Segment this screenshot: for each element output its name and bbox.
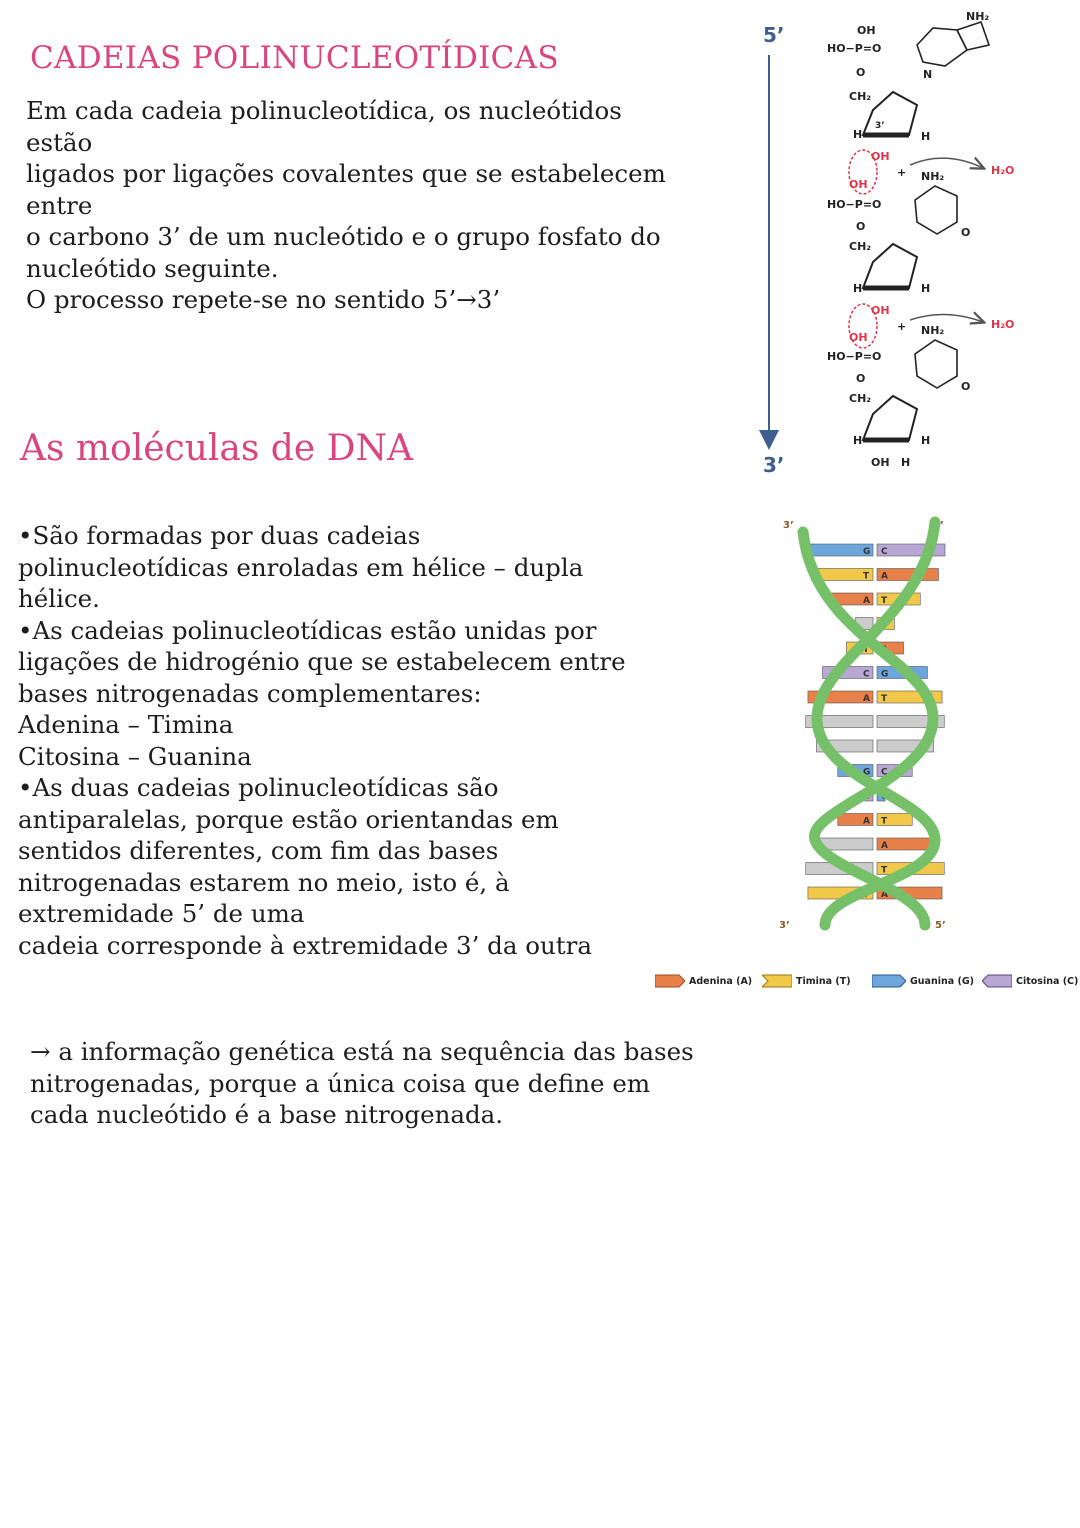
svg-text:OH: OH [871,304,890,317]
svg-text:H₂O: H₂O [991,318,1015,331]
svg-text:NH₂: NH₂ [921,170,945,183]
legend-thymine: Timina (T) [762,972,851,990]
svg-text:N: N [923,68,933,81]
svg-text:NH₂: NH₂ [966,10,990,23]
base-letter-right: G [881,792,889,802]
svg-text:NH₂: NH₂ [921,324,945,337]
base-letter-right: T [881,865,888,876]
base-letter-right: G [881,669,889,680]
svg-text:+: + [897,320,907,333]
svg-text:+: + [897,166,907,179]
base-letter-left: T [863,645,870,655]
svg-text:CH₂: CH₂ [849,392,872,405]
base-letter-right: T [881,694,888,704]
helix-label-bottom-left: 3’ [779,920,790,931]
section-title-dna: As moléculas de DNA [20,428,413,469]
nucleotide-3 [827,324,970,469]
svg-text:O: O [856,372,866,385]
svg-text:H: H [901,456,911,469]
base-letter-left: C [863,669,870,680]
svg-text:OH: OH [849,178,868,191]
svg-text:H: H [853,434,863,447]
nucleotide-1 [827,10,989,143]
base-letter-left: A [863,596,870,606]
legend-cytosine: Citosina (C) [982,972,1078,990]
svg-text:OH: OH [857,24,876,37]
svg-text:O: O [856,66,866,79]
base-letter-left: T [863,890,870,900]
svg-text:CH₂: CH₂ [849,240,872,253]
helix-label-top-left: 3’ [783,520,794,531]
base-letter-right: C [881,547,888,557]
base-letter-right: A [881,841,888,851]
svg-text:O: O [961,380,971,393]
paragraph-dna: •São formadas por duas cadeias polinucleotídicas enroladas em hélice – dupla hélice. •As cadeias polinucleotídicas estão unidas por ligações de hidrogénio que se estabelecem entre bases nitrogenadas complementares: Adenina – Timina Citosina – Guanina •As duas cadeias polinucleotídicas são antiparalelas, porque estão orientandas em sentidos diferentes, com fim das bases nitrogenadas estarem no meio, isto é, à extremidade 5’ de uma cadeia corresponde à extremidade 3’ da outra [18,521,626,960]
svg-text:O: O [856,220,866,233]
base-letter-right: A [881,890,888,900]
svg-text:H: H [921,130,931,143]
base-letter-right: T [881,596,888,606]
base-pair [838,814,912,827]
svg-text:CH₂: CH₂ [849,90,872,103]
svg-text:3’: 3’ [875,121,885,131]
nucleotide-2 [827,170,970,295]
base-letter-left: C [863,792,870,802]
dna-double-helix-figure [775,510,975,940]
helix-label-bottom-right: 5’ [935,920,946,931]
base-letter-left: A [863,816,870,827]
svg-text:H: H [853,282,863,295]
svg-text:H: H [853,128,863,141]
base-pair [806,716,945,728]
svg-text:H₂O: H₂O [991,164,1015,177]
section-title-polynucleotide: CADEIAS POLINUCLEOTÍDICAS [30,40,559,76]
legend-guanine: Guanina (G) [872,972,974,990]
svg-text:OH: OH [871,456,890,469]
polynucleotide-chain-figure [745,0,1080,480]
label-3-prime: 3’ [763,453,785,477]
base-letter-left: G [863,767,871,778]
svg-text:HO−P=O: HO−P=O [827,350,882,363]
base-letter-right: C [881,767,888,778]
genetic-information-note: → a informação genética está na sequência das bases nitrogenadas, porque a única coisa que define em cada nucleótido é a base nitrogenada. [30,1037,694,1129]
base-letter-right: A [881,571,888,582]
base-letter-right: T [881,816,888,827]
svg-text:HO−P=O: HO−P=O [827,42,882,55]
base-pair [816,838,933,851]
legend-adenine: Adenina (A) [655,972,752,990]
label-5-prime: 5’ [763,23,785,47]
svg-text:HO−P=O: HO−P=O [827,198,882,211]
svg-text:OH: OH [871,150,890,163]
helix-label-top-right: 5’ [933,520,944,531]
base-letter-left: T [863,571,870,582]
svg-text:H: H [921,282,931,295]
base-letter-left: A [863,694,870,704]
svg-text:H: H [921,434,931,447]
base-letter-right: A [881,645,888,655]
svg-text:OH: OH [849,331,868,344]
base-letter-left: G [863,547,871,557]
paragraph-polynucleotide: Em cada cadeia polinucleotídica, os nucleótidos estão ligados por ligações covalentes que se estabelecem entre o carbono 3’ de um nucleótido e o grupo fosfato do nucleótido seguinte. O processo repete-se no sentido 5’→3’ [26,96,666,314]
svg-text:O: O [961,226,971,239]
base-letter-right: T [881,620,888,631]
base-legend [655,972,1080,992]
